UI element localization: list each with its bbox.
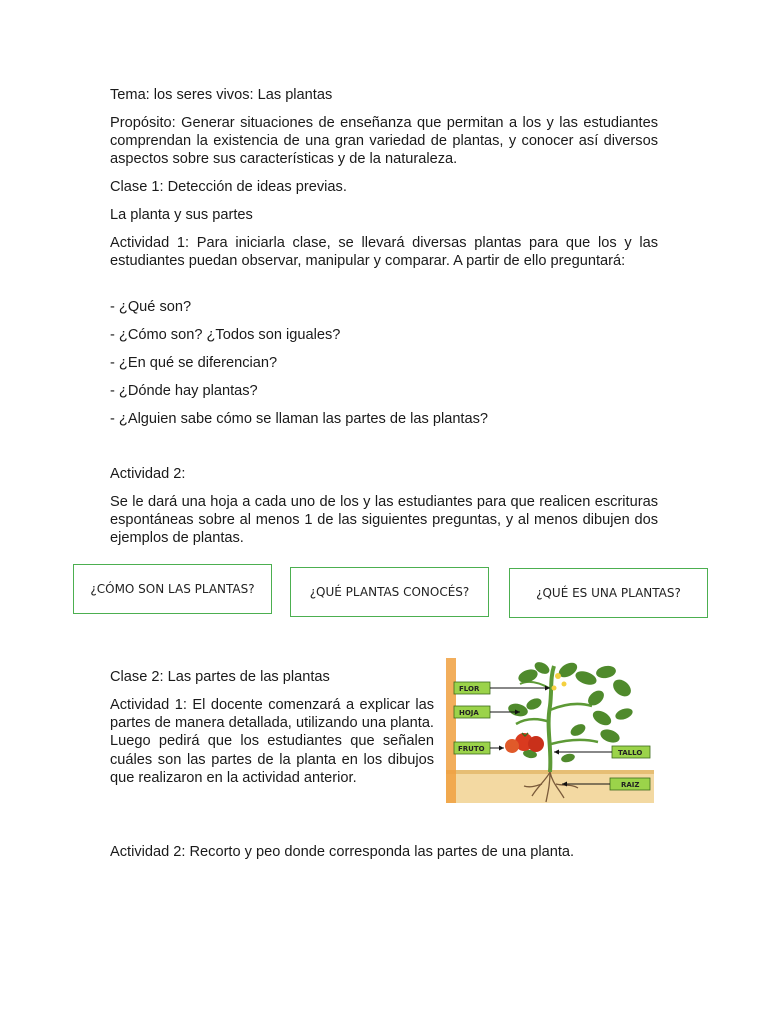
plant-parts-diagram xyxy=(446,658,654,803)
clase1-actividad1-text: Actividad 1: Para iniciarla clase, se llevará diversas plantas para que los y las estudiantes puedan observar, manipular y comparar. A partir de ello preguntará: xyxy=(110,235,658,270)
clase2-actividad2-text: Actividad 2: Recorto y peo donde corresponda las partes de una planta. xyxy=(110,844,575,860)
diagram-edge-strip xyxy=(446,658,456,803)
proposito-text: Propósito: Generar situaciones de enseñanza que permitan a los y las estudiantes comprendan la existencia de una gran variedad de plantas, y conocer así diversos aspectos sobre sus características y de la naturaleza. xyxy=(110,115,658,168)
clase2-title: Clase 2: Las partes de las plantas xyxy=(110,669,330,685)
clase2-actividad1-text: Actividad 1: El docente comenzará a explicar las partes de manera detallada, utilizando una planta. Luego pedirá que los estudiantes que señalen cuáles son las partes de la planta en los dibujos que realizaron en la actividad anterior. xyxy=(110,697,434,786)
clase1-subtitle: La planta y sus partes xyxy=(110,207,253,223)
question-box-text: ¿CÓMO SON LAS PLANTAS? xyxy=(90,582,255,596)
question-text: - ¿Qué son? xyxy=(110,299,192,315)
question-text: - ¿Dónde hay plantas? xyxy=(110,383,258,399)
question-text: - ¿En qué se diferencian? xyxy=(110,355,278,371)
question-text: - ¿Cómo son? ¿Todos son iguales? xyxy=(110,327,341,343)
clase1-title: Clase 1: Detección de ideas previas. xyxy=(110,179,347,195)
plant-illustration xyxy=(446,658,654,803)
question-box xyxy=(290,567,489,617)
tema-text: Tema: los seres vivos: Las plantas xyxy=(110,87,333,103)
question-box xyxy=(509,568,708,618)
label-tallo-text: TALLO xyxy=(618,749,643,757)
question-box xyxy=(73,564,272,614)
label-raiz-text: RAIZ xyxy=(621,781,640,789)
clase1-actividad2-text: Se le dará una hoja a cada uno de los y las estudiantes para que realicen escrituras espontáneas sobre al menos 1 de las siguientes preguntas, y al menos dibujen dos ejemplos de plantas. xyxy=(110,494,658,547)
label-hoja-text: HOJA xyxy=(459,709,479,717)
question-box-text: ¿QUÉ ES UNA PLANTAS? xyxy=(536,586,681,600)
label-fruto-text: FRUTO xyxy=(458,745,485,753)
question-box-text: ¿QUÉ PLANTAS CONOCÉS? xyxy=(309,585,470,599)
question-text: - ¿Alguien sabe cómo se llaman las partes de las plantas? xyxy=(110,411,489,427)
clase1-actividad2-title: Actividad 2: xyxy=(110,466,186,482)
label-flor-text: FLOR xyxy=(459,685,480,693)
